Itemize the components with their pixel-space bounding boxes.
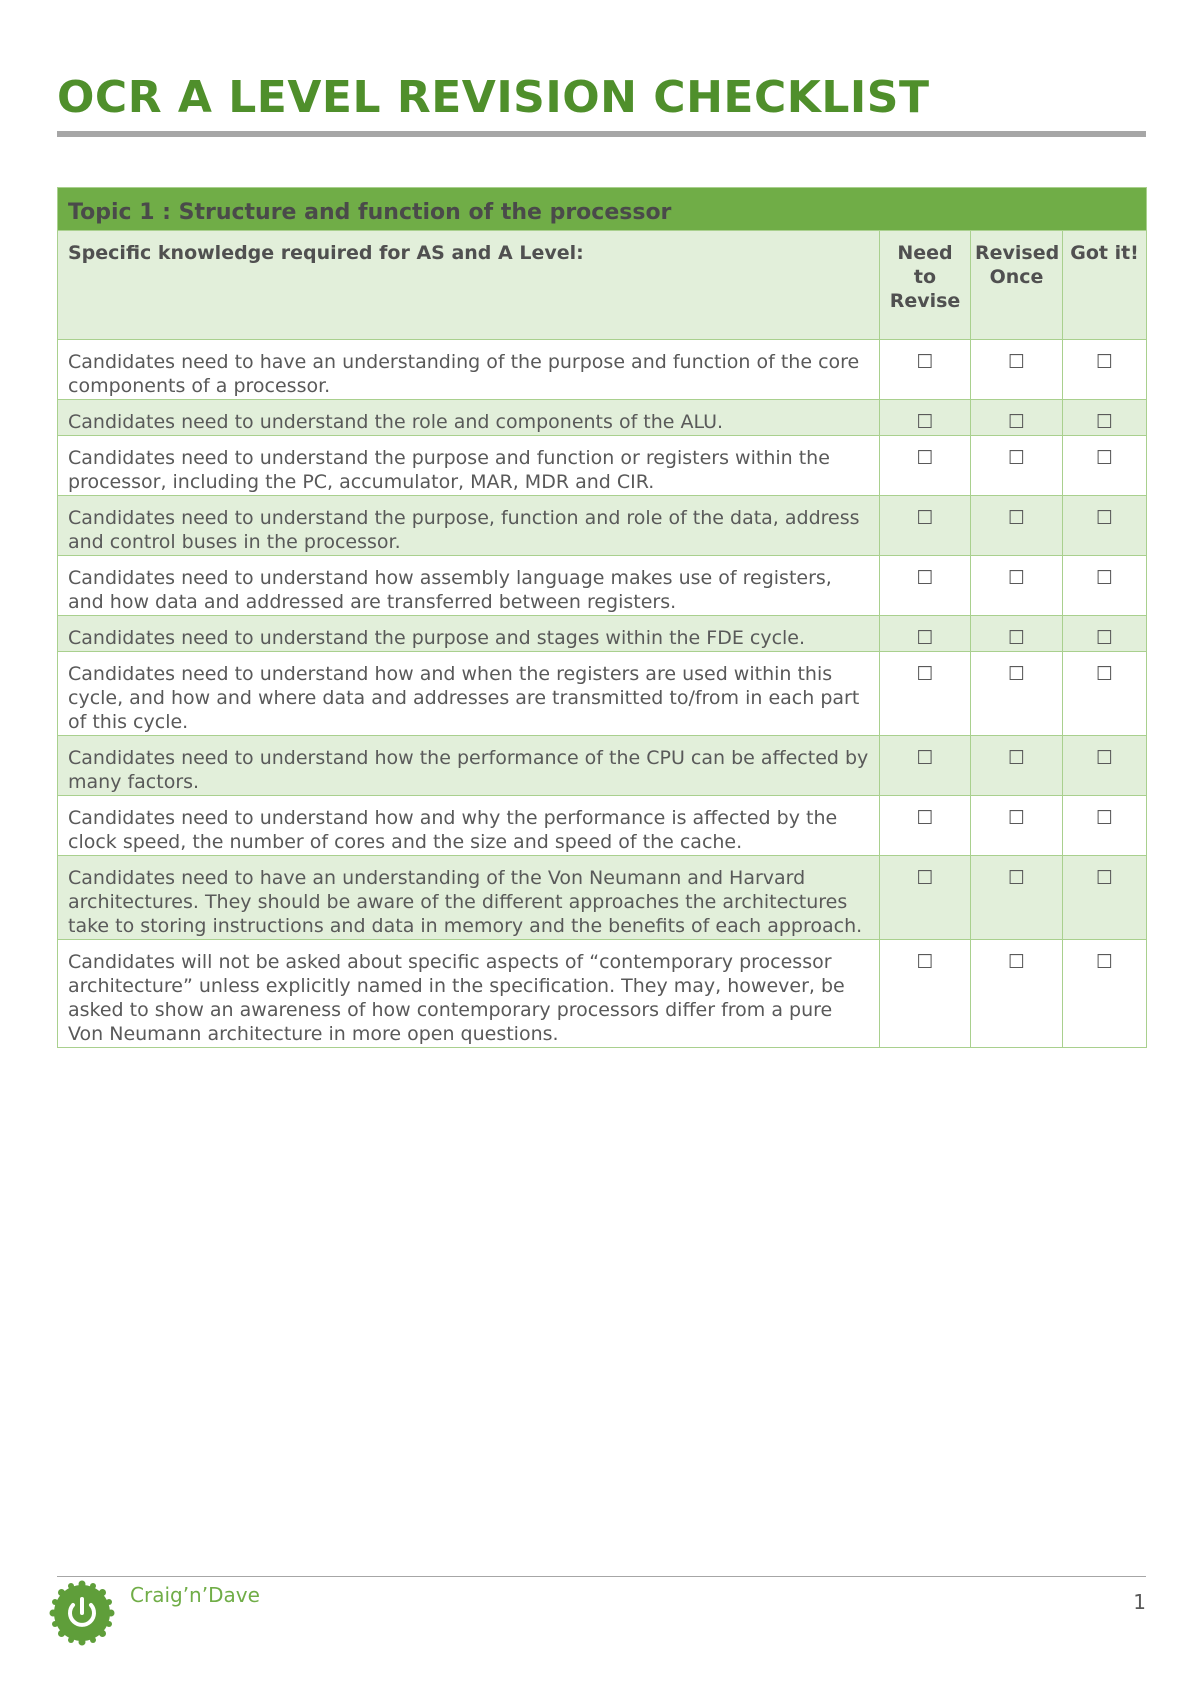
got-it-checkbox[interactable]: ☐ xyxy=(1063,556,1147,616)
title-divider xyxy=(57,131,1146,137)
page-number: 1 xyxy=(1133,1590,1146,1614)
footer-divider xyxy=(57,1576,1146,1577)
table-row xyxy=(58,340,1147,400)
requirement-text: Candidates need to have an understanding of the purpose and function of the core components of a processor. xyxy=(58,340,880,400)
need-to-revise-header: Need to Revise xyxy=(880,231,971,340)
brand-name: Craig’n’Dave xyxy=(130,1583,260,1607)
table-row xyxy=(58,556,1147,616)
table-row xyxy=(58,436,1147,496)
need-to-revise-checkbox[interactable]: ☐ xyxy=(880,400,971,436)
need-to-revise-checkbox[interactable]: ☐ xyxy=(880,496,971,556)
requirement-text: Candidates need to understand how and when the registers are used within this cycle, and how and where data and addresses are transmitted to/from in each part of this cycle. xyxy=(58,652,880,736)
need-to-revise-checkbox[interactable]: ☐ xyxy=(880,340,971,400)
topic-header-row xyxy=(58,188,1147,231)
got-it-checkbox[interactable]: ☐ xyxy=(1063,496,1147,556)
power-icon xyxy=(49,1580,115,1646)
need-to-revise-checkbox[interactable]: ☐ xyxy=(880,556,971,616)
revised-once-checkbox[interactable]: ☐ xyxy=(971,616,1063,652)
got-it-checkbox[interactable]: ☐ xyxy=(1063,616,1147,652)
need-to-revise-checkbox[interactable]: ☐ xyxy=(880,796,971,856)
requirement-text: Candidates need to understand the role and components of the ALU. xyxy=(58,400,880,436)
revised-once-checkbox[interactable]: ☐ xyxy=(971,736,1063,796)
revised-once-checkbox[interactable]: ☐ xyxy=(971,400,1063,436)
topic-title: Topic 1 : Structure and function of the processor xyxy=(58,188,1147,231)
need-to-revise-checkbox[interactable]: ☐ xyxy=(880,616,971,652)
need-to-revise-checkbox[interactable]: ☐ xyxy=(880,856,971,940)
need-to-revise-checkbox[interactable]: ☐ xyxy=(880,940,971,1048)
requirement-text: Candidates need to understand how and why the performance is affected by the clock speed, the number of cores and the size and speed of the cache. xyxy=(58,796,880,856)
requirement-text: Candidates need to understand the purpose, function and role of the data, address and control buses in the processor. xyxy=(58,496,880,556)
table-row xyxy=(58,496,1147,556)
revision-checklist-table xyxy=(57,187,1147,1048)
requirement-text: Candidates will not be asked about specific aspects of “contemporary processor architecture” unless explicitly named in the specification. They may, however, be asked to show an awareness of how contemporary processors differ from a pure Von Neumann architecture in more open questions. xyxy=(58,940,880,1048)
table-row xyxy=(58,796,1147,856)
got-it-checkbox[interactable]: ☐ xyxy=(1063,400,1147,436)
requirement-text: Candidates need to understand the purpose and stages within the FDE cycle. xyxy=(58,616,880,652)
table-row xyxy=(58,736,1147,796)
requirement-text: Candidates need to understand how assembly language makes use of registers, and how data and addressed are transferred between registers. xyxy=(58,556,880,616)
got-it-checkbox[interactable]: ☐ xyxy=(1063,856,1147,940)
need-to-revise-checkbox[interactable]: ☐ xyxy=(880,736,971,796)
need-to-revise-checkbox[interactable]: ☐ xyxy=(880,436,971,496)
table-row xyxy=(58,616,1147,652)
got-it-checkbox[interactable]: ☐ xyxy=(1063,340,1147,400)
need-to-revise-checkbox[interactable]: ☐ xyxy=(880,652,971,736)
revised-once-header: Revised Once xyxy=(971,231,1063,340)
requirement-text: Candidates need to understand the purpose and function or registers within the processor, including the PC, accumulator, MAR, MDR and CIR. xyxy=(58,436,880,496)
revised-once-checkbox[interactable]: ☐ xyxy=(971,556,1063,616)
revised-once-checkbox[interactable]: ☐ xyxy=(971,340,1063,400)
got-it-header: Got it! xyxy=(1063,231,1147,340)
column-header-row xyxy=(58,231,1147,340)
revised-once-checkbox[interactable]: ☐ xyxy=(971,856,1063,940)
got-it-checkbox[interactable]: ☐ xyxy=(1063,736,1147,796)
revised-once-checkbox[interactable]: ☐ xyxy=(971,496,1063,556)
revised-once-checkbox[interactable]: ☐ xyxy=(971,436,1063,496)
table-row xyxy=(58,940,1147,1048)
requirement-text: Candidates need to understand how the performance of the CPU can be affected by many factors. xyxy=(58,736,880,796)
revised-once-checkbox[interactable]: ☐ xyxy=(971,652,1063,736)
got-it-checkbox[interactable]: ☐ xyxy=(1063,796,1147,856)
table-row xyxy=(58,856,1147,940)
got-it-checkbox[interactable]: ☐ xyxy=(1063,436,1147,496)
page-title: OCR A LEVEL REVISION CHECKLIST xyxy=(57,72,930,123)
revised-once-checkbox[interactable]: ☐ xyxy=(971,940,1063,1048)
got-it-checkbox[interactable]: ☐ xyxy=(1063,940,1147,1048)
table-row xyxy=(58,652,1147,736)
table-row xyxy=(58,400,1147,436)
got-it-checkbox[interactable]: ☐ xyxy=(1063,652,1147,736)
revised-once-checkbox[interactable]: ☐ xyxy=(971,796,1063,856)
knowledge-column-header: Specific knowledge required for AS and A Level: xyxy=(58,231,880,340)
requirement-text: Candidates need to have an understanding of the Von Neumann and Harvard architectures. They should be aware of the different approaches the architectures take to storing instructions and data in memory and the benefits of each approach. xyxy=(58,856,880,940)
